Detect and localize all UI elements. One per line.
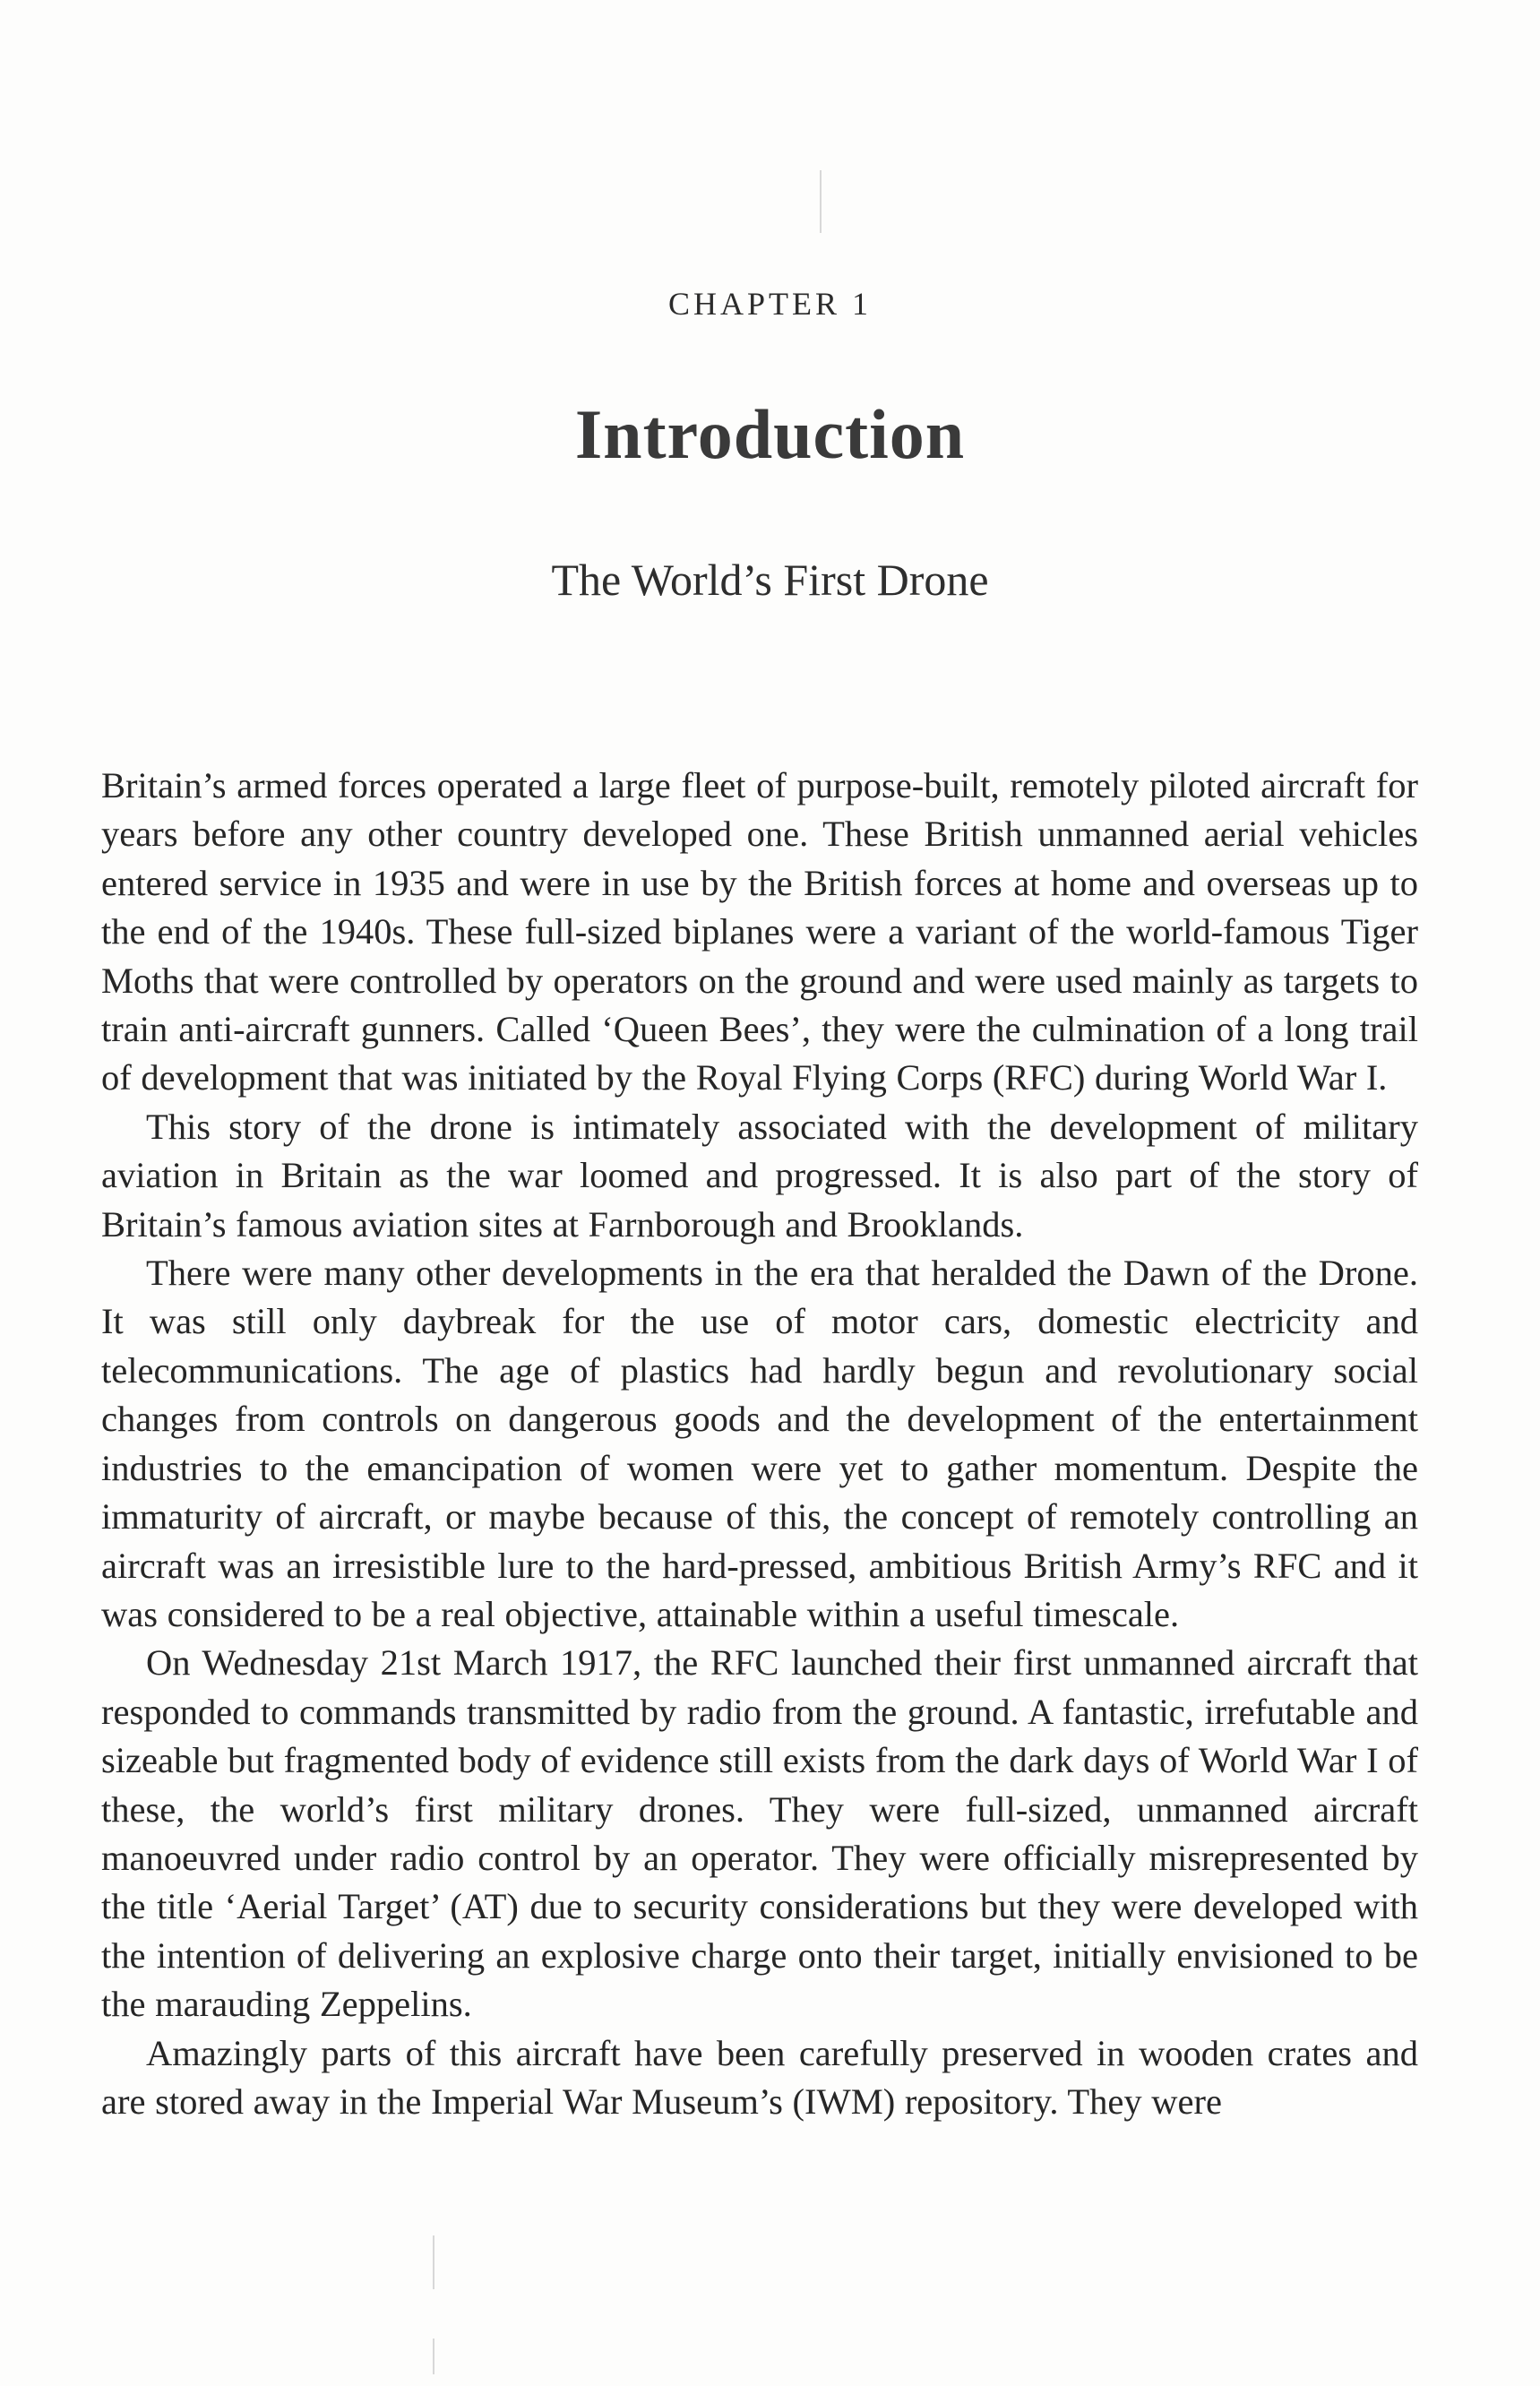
paragraph: On Wednesday 21st March 1917, the RFC launched their first unmanned aircraft that responded to commands transmitted by radio from the ground. A fantastic, irrefutable and sizeable but fragmented body of evidence still exists from the dark days of World War I of these, the world’s first military drones. They were full-sized, unmanned aircraft manoeuvred under radio control by an operator. They were officially misrepresented by the title ‘Aerial Target’ (AT) due to security considerations but they were developed with the intention of delivering an explosive charge onto their target, initially envisioned to be the marauding Zeppelins. — [101, 1642, 1418, 2025]
scan-artifact-mark — [433, 2339, 434, 2374]
chapter-subtitle: The World’s First Drone — [551, 555, 989, 605]
paragraph: This story of the drone is intimately associated with the development of military aviation in Britain as the war loomed and progressed. It is also part of the story of Britain’s famous aviation sites at Farnborough and Brooklands. — [101, 1106, 1418, 1245]
chapter-label: CHAPTER 1 — [667, 286, 873, 322]
paragraph: There were many other developments in the era that heralded the Dawn of the Drone. It was still only daybreak for the use of motor cars, domestic electricity and telecommunications. The age of plastics had hardly begun and revolutionary social changes from controls on dangerous goods and the development of the entertainment industries to the emancipation of women were yet to gather momentum. Despite the immaturity of aircraft, or maybe because of this, the concept of remotely controlling an aircraft was an irresistible lure to the hard-pressed, ambitious British Army’s RFC and it was considered to be a real objective, attainable within a useful timescale. — [101, 1253, 1418, 1634]
chapter-title: Introduction — [574, 395, 966, 473]
scan-artifact-mark — [433, 2235, 434, 2289]
paragraph: Amazingly parts of this aircraft have been carefully preserved in wooden crates and are stored away in the Imperial War Museum’s (IWM) repository. They were — [101, 2032, 1418, 2122]
body-text — [101, 762, 1418, 2126]
scan-artifact-mark — [820, 170, 822, 233]
paragraph: Britain’s armed forces operated a large fleet of purpose-built, remotely piloted aircraft for years before any other country developed one. These British unmanned aerial vehicles entered service in 1935 and were in use by the British forces at home and overseas up to the end of the 1940s. These full-sized biplanes were a variant of the world-famous Tiger Moths that were controlled by operators on the ground and were used mainly as targets to train anti-aircraft gunners. Called ‘Queen Bees’, they were the culmination of a long trail of development that was initiated by the Royal Flying Corps (RFC) during World War I. — [101, 765, 1418, 1098]
